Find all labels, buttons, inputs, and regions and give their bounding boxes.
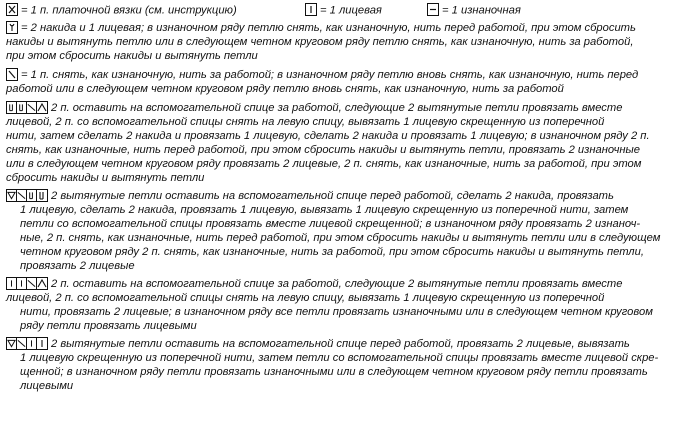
text-line: лицевыми — [20, 380, 74, 392]
slip-stitch-icon — [6, 68, 18, 81]
text-line: 2 вытянутые петли оставить на вспомогательной спице перед работой, сделать 2 накида, провязать — [51, 190, 614, 202]
def-cable-left2-line-1 — [6, 337, 630, 351]
x-stitch-icon — [6, 3, 18, 16]
cable-left-variant-icon — [6, 337, 48, 350]
legend-x-stitch — [6, 4, 237, 17]
legend-purl — [427, 4, 521, 17]
text-line: нити, провязать 2 лицевые; в изнаночном ряду все петли провязать изнаночными или в следующем четном круговом — [20, 306, 653, 318]
text-line: 1 лицевую, сделать 2 накида, провязать 1 лицевую, вывязать 1 лицевую скрещенную из поперечной нити, затем — [20, 204, 629, 216]
text-line: = 1 п. снять, как изнаночную, нить за работой; в изнаночном ряду петлю вновь снять, как изнаночную, нить перед — [21, 69, 639, 81]
text-line: провязать 2 лицевые — [20, 260, 135, 272]
text-line: сбросить накиды и вытянуть петли — [6, 172, 205, 184]
yarnover-knit-icon — [6, 21, 18, 34]
def-cable-right-line-1 — [6, 101, 622, 115]
text-line: лицевой, 2 п. со вспомогательной спицы снять на левую спицу, вывязать 1 лицевую скрещенную из поперечной — [6, 116, 605, 128]
text-line: 2 вытянутые петли оставить на вспомогательной спице перед работой, провязать 2 лицевые, вывязать — [51, 338, 630, 350]
legend-knit-text: = 1 лицевая — [320, 4, 382, 17]
def-yarnover-line-1 — [6, 21, 636, 35]
cable-right-icon — [6, 101, 48, 114]
text-line: 1 лицевую скрещенную из поперечной нити, затем петли со вспомогательной спицы провязать вместе лицевой скре- — [20, 352, 659, 364]
text-line: накиды и вытянуть петлю или в следующем четном круговом ряду петлю снять, как изнаночную, нить за работой, — [6, 36, 634, 48]
legend-x-text: = 1 п. платочной вязки (см. инструкцию) — [21, 4, 237, 17]
text-line: или в следующем четном круговом ряду провязать 2 лицевые, 2 п. снять, как изнаночные, нить за работой, при этом — [6, 158, 642, 170]
legend-knit — [305, 4, 382, 17]
text-line: 2 п. оставить на вспомогательной спице за работой, следующие 2 вытянутые петли провязать вместе — [51, 102, 623, 114]
knit-stitch-icon — [305, 3, 317, 16]
text-line: работой или в следующем четном круговом ряду петлю вновь снять, как изнаночную, нить за работой — [6, 83, 564, 95]
cable-right-variant-icon — [6, 277, 48, 290]
def-cable-right2-line-1 — [6, 277, 622, 291]
legend-purl-text: = 1 изнаночная — [442, 4, 521, 17]
text-line: четном круговом ряду 2 п. снять, как изнаночные, нить за работой, при этом сбросить накиды и вытянуть петли, — [20, 246, 644, 258]
def-cable-left-line-1 — [6, 189, 614, 203]
text-line: 2 п. оставить на вспомогательной спице за работой, следующие 2 вытянутые петли провязать вместе — [51, 278, 623, 290]
def-slip-line-1 — [6, 68, 638, 82]
text-line: петли со вспомогательной спицы провязать вместе лицевой скрещенной; в изнаночном ряду провязать 2 изнаноч- — [20, 218, 641, 230]
text-line: ряду петли провязать лицевыми — [20, 320, 197, 332]
text-line: ные, 2 п. снять, как изнаночные, нить перед работой, при этом сбросить накиды и вытянуть петли или в следующем — [20, 232, 661, 244]
purl-stitch-icon — [427, 3, 439, 16]
text-line: снять, как изнаночные, нить перед работой, при этом сбросить накиды и вытянуть петли, провязать 2 изнаночные — [6, 144, 640, 156]
text-line: = 2 накида и 1 лицевая; в изнаночном ряду петлю снять, как изнаночную, нить перед работой, при этом сбросить — [21, 22, 636, 34]
text-line: нити, затем сделать 2 накида и провязать 1 лицевую, сделать 2 накида и провязать 1 лицевую; в изнаночном ряду 2 п. — [6, 130, 650, 142]
cable-left-icon — [6, 189, 48, 202]
text-line: лицевой, 2 п. со вспомогательной спицы снять на левую спицу, вывязать 1 лицевую скрещенную из поперечной — [6, 292, 605, 304]
text-line: щенной; в изнаночном ряду петли провязать изнаночными или в следующем четном круговом ряду петли провязать — [20, 366, 648, 378]
text-line: при этом сбросить накиды и вытянуть петли — [6, 50, 258, 62]
